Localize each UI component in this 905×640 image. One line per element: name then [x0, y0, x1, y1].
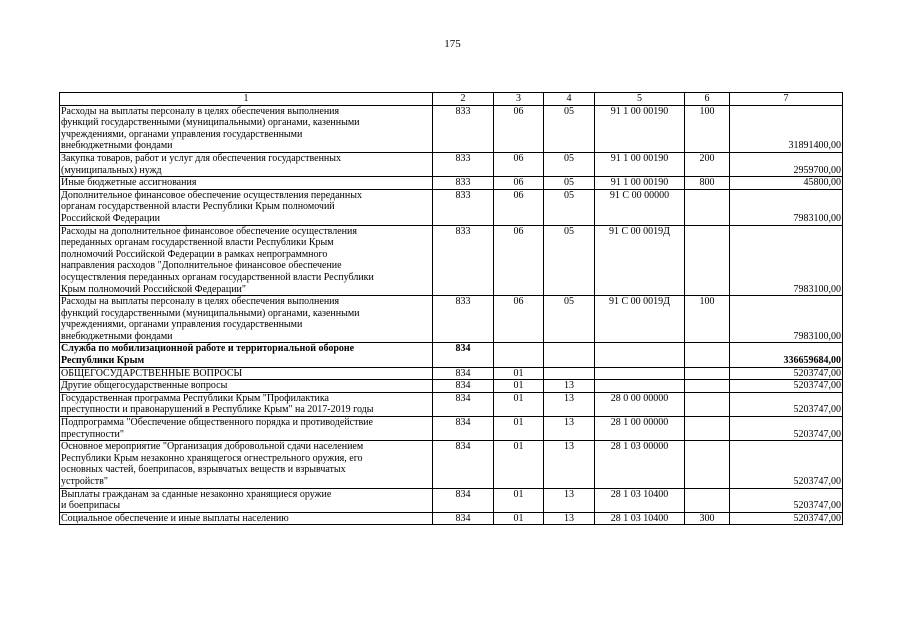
row-description: [60, 343, 433, 367]
description-line: Расходы на выплаты персоналу в целях обеспечения выполнения: [61, 105, 340, 117]
expense-type-cell: 200: [685, 152, 730, 176]
description-line: осуществления переданных органам государственной власти Республики: [61, 271, 374, 283]
description-line: внебюджетными фондами: [61, 140, 173, 152]
section-code-cell: 01: [494, 367, 544, 380]
description-line: (муниципальных) нужд: [61, 164, 162, 176]
section-code-cell: 01: [494, 417, 544, 441]
table-row: [60, 441, 843, 488]
description-line: внебюджетными фондами: [61, 330, 173, 342]
header-cell: 3: [494, 93, 544, 106]
row-description: [60, 225, 433, 296]
expense-type-cell: [685, 392, 730, 416]
section-code-cell: 01: [494, 441, 544, 488]
table-row: [60, 512, 843, 525]
target-article-cell: [595, 380, 685, 393]
ved-code-cell: 834: [433, 380, 494, 393]
subsection-code-cell: [544, 367, 595, 380]
target-article-cell: 91 С 00 00000: [595, 189, 685, 225]
table-row: [60, 392, 843, 416]
target-article-cell: 91 1 00 00190: [595, 105, 685, 152]
description-line: функций государственными (муниципальными) органами, казенными: [61, 117, 360, 129]
row-description: [60, 105, 433, 152]
description-line: Республики Крым: [61, 355, 145, 367]
description-line: Расходы на выплаты персоналу в целях обеспечения выполнения: [61, 296, 340, 308]
expense-type-cell: [685, 380, 730, 393]
description-line: Республики Крым незаконно хранящегося огнестрельного оружия, его: [61, 452, 363, 464]
description-line: преступности и правонарушений в Республике Крым" на 2017-2019 годы: [61, 404, 374, 416]
target-article-cell: 91 1 00 00190: [595, 177, 685, 190]
subsection-code-cell: 05: [544, 189, 595, 225]
description-line: переданных органам государственной власти Республики Крым: [61, 237, 334, 249]
description-line: Другие общегосударственные вопросы: [61, 380, 228, 392]
header-cell: 5: [595, 93, 685, 106]
header-cell: 6: [685, 93, 730, 106]
description-line: Дополнительное финансовое обеспечение осуществления переданных: [61, 189, 362, 201]
table-header-row: [60, 93, 843, 106]
expense-type-cell: 300: [685, 512, 730, 525]
description-line: Закупка товаров, работ и услуг для обеспечения государственных: [61, 152, 342, 164]
row-description: [60, 392, 433, 416]
subsection-code-cell: 05: [544, 225, 595, 296]
amount-cell: 45800,00: [730, 177, 843, 190]
expense-type-cell: [685, 488, 730, 512]
amount-cell: 5203747,00: [730, 441, 843, 488]
ved-code-cell: 833: [433, 152, 494, 176]
description-line: Государственная программа Республики Крым "Профилактика: [61, 392, 329, 404]
description-line: учреждениями, органами управления государственными: [61, 128, 303, 140]
section-code-cell: 01: [494, 512, 544, 525]
description-line: устройств": [61, 476, 108, 487]
ved-code-cell: 833: [433, 105, 494, 152]
section-code-cell: 06: [494, 189, 544, 225]
subsection-code-cell: 13: [544, 417, 595, 441]
ved-code-cell: 833: [433, 177, 494, 190]
description-line: и боеприпасы: [61, 500, 121, 512]
subsection-code-cell: 13: [544, 380, 595, 393]
section-code-cell: 06: [494, 152, 544, 176]
table-row: [60, 189, 843, 225]
table-row: [60, 417, 843, 441]
target-article-cell: 91 С 00 0019Д: [595, 296, 685, 343]
ved-code-cell: 834: [433, 441, 494, 488]
ved-code-cell: 833: [433, 225, 494, 296]
amount-cell: 5203747,00: [730, 380, 843, 393]
section-code-cell: 01: [494, 488, 544, 512]
row-description: [60, 488, 433, 512]
ved-code-cell: 834: [433, 343, 494, 367]
row-description: [60, 512, 433, 525]
amount-cell: 5203747,00: [730, 417, 843, 441]
expense-type-cell: [685, 189, 730, 225]
subsection-code-cell: 13: [544, 392, 595, 416]
table-row: [60, 105, 843, 152]
description-line: полномочий Российской Федерации в рамках непрограммного: [61, 248, 328, 260]
subsection-code-cell: [544, 343, 595, 367]
row-description: [60, 177, 433, 190]
amount-cell: 5203747,00: [730, 392, 843, 416]
table-row: [60, 152, 843, 176]
row-description: [60, 380, 433, 393]
description-line: преступности": [61, 428, 124, 440]
description-line: Служба по мобилизационной работе и территориальной обороне: [61, 343, 355, 355]
expense-type-cell: 100: [685, 105, 730, 152]
header-cell: 7: [730, 93, 843, 106]
description-line: ОБЩЕГОСУДАРСТВЕННЫЕ ВОПРОСЫ: [61, 367, 243, 379]
budget-table: [59, 92, 843, 525]
subsection-code-cell: 13: [544, 441, 595, 488]
section-code-cell: 01: [494, 380, 544, 393]
description-line: Расходы на дополнительное финансовое обеспечение осуществления: [61, 225, 357, 237]
table-row: [60, 380, 843, 393]
page-number: 175: [444, 38, 461, 50]
target-article-cell: 28 1 03 10400: [595, 488, 685, 512]
subsection-code-cell: 13: [544, 512, 595, 525]
ved-code-cell: 833: [433, 189, 494, 225]
amount-cell: 7983100,00: [730, 225, 843, 296]
section-code-cell: 06: [494, 177, 544, 190]
row-description: [60, 417, 433, 441]
amount-cell: 5203747,00: [730, 367, 843, 380]
row-description: [60, 441, 433, 488]
amount-cell: 7983100,00: [730, 296, 843, 343]
amount-cell: 5203747,00: [730, 512, 843, 525]
target-article-cell: 91 1 00 00190: [595, 152, 685, 176]
amount-cell: 7983100,00: [730, 189, 843, 225]
section-code-cell: 06: [494, 225, 544, 296]
target-article-cell: 28 1 03 10400: [595, 512, 685, 525]
ved-code-cell: 834: [433, 488, 494, 512]
target-article-cell: [595, 367, 685, 380]
section-code-cell: 01: [494, 392, 544, 416]
subsection-code-cell: 05: [544, 152, 595, 176]
description-line: Крым полномочий Российской Федерации": [61, 283, 246, 295]
expense-type-cell: 100: [685, 296, 730, 343]
expense-type-cell: [685, 417, 730, 441]
header-cell: 4: [544, 93, 595, 106]
description-line: Иные бюджетные ассигнования: [61, 177, 197, 189]
row-description: [60, 152, 433, 176]
description-line: направления расходов "Дополнительное финансовое обеспечение: [61, 260, 342, 272]
description-line: Основное мероприятие "Организация добровольной сдачи населением: [61, 441, 364, 453]
table-row: [60, 225, 843, 296]
ved-code-cell: 834: [433, 392, 494, 416]
header-cell: 2: [433, 93, 494, 106]
table-row: [60, 296, 843, 343]
row-description: [60, 296, 433, 343]
expense-type-cell: [685, 441, 730, 488]
expense-type-cell: [685, 225, 730, 296]
description-line: основных частей, боеприпасов, взрывчатых веществ и взрывчатых: [61, 464, 346, 476]
ved-code-cell: 834: [433, 512, 494, 525]
row-description: [60, 189, 433, 225]
table-row: [60, 488, 843, 512]
description-line: органам государственной власти Республики Крым полномочий: [61, 201, 335, 213]
description-line: Подпрограмма "Обеспечение общественного порядка и противодействие: [61, 417, 373, 429]
subsection-code-cell: 05: [544, 177, 595, 190]
expense-type-cell: 800: [685, 177, 730, 190]
ved-code-cell: 834: [433, 367, 494, 380]
subsection-code-cell: 05: [544, 296, 595, 343]
subsection-code-cell: 05: [544, 105, 595, 152]
section-code-cell: 06: [494, 296, 544, 343]
expense-type-cell: [685, 343, 730, 367]
amount-cell: 5203747,00: [730, 488, 843, 512]
table-row: [60, 343, 843, 367]
expense-type-cell: [685, 367, 730, 380]
section-code-cell: [494, 343, 544, 367]
section-code-cell: 06: [494, 105, 544, 152]
description-line: Российской Федерации: [61, 212, 161, 224]
amount-cell: 2959700,00: [730, 152, 843, 176]
description-line: учреждениями, органами управления государственными: [61, 319, 303, 331]
table-row: [60, 367, 843, 380]
target-article-cell: [595, 343, 685, 367]
target-article-cell: 28 0 00 00000: [595, 392, 685, 416]
target-article-cell: 91 С 00 0019Д: [595, 225, 685, 296]
description-line: Социальное обеспечение и иные выплаты населению: [61, 512, 289, 524]
ved-code-cell: 833: [433, 296, 494, 343]
amount-cell: 31891400,00: [730, 105, 843, 152]
target-article-cell: 28 1 00 00000: [595, 417, 685, 441]
subsection-code-cell: 13: [544, 488, 595, 512]
description-line: функций государственными (муниципальными) органами, казенными: [61, 307, 360, 319]
description-line: Выплаты гражданам за сданные незаконно хранящиеся оружие: [61, 488, 332, 500]
table-row: [60, 177, 843, 190]
row-description: [60, 367, 433, 380]
target-article-cell: 28 1 03 00000: [595, 441, 685, 488]
header-cell: 1: [60, 93, 433, 106]
amount-cell: 336659684,00: [730, 343, 843, 367]
ved-code-cell: 834: [433, 417, 494, 441]
